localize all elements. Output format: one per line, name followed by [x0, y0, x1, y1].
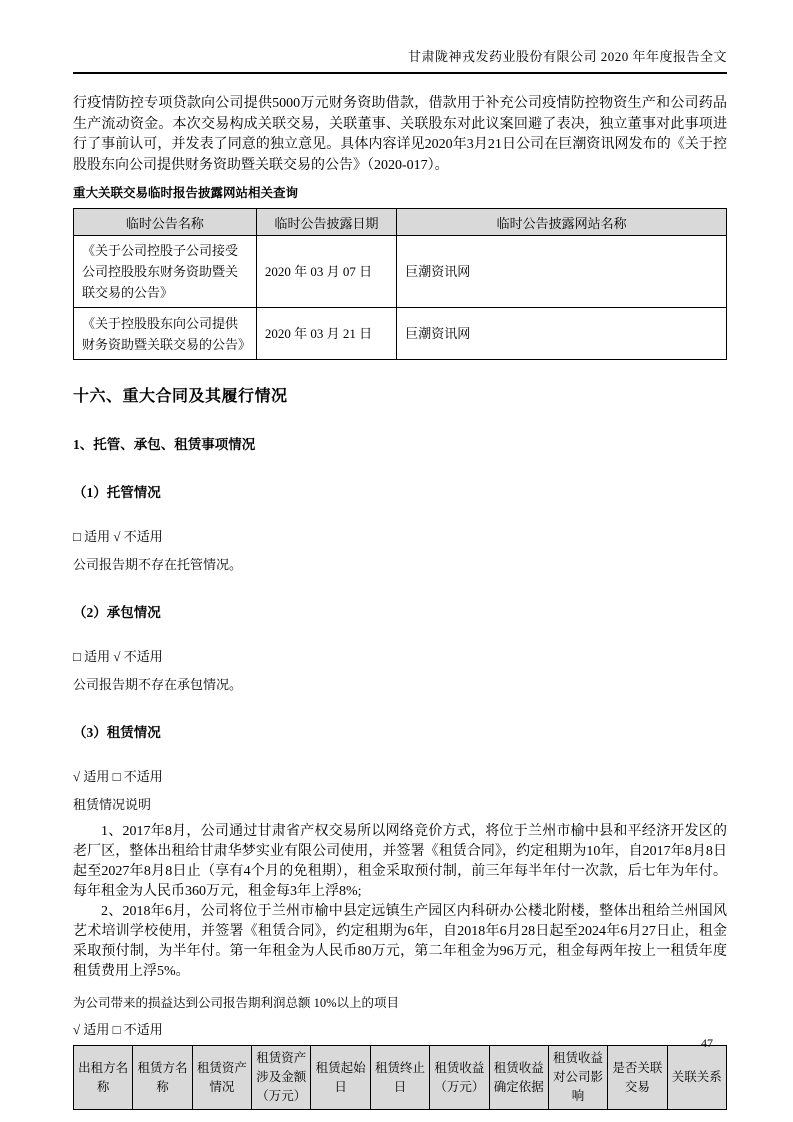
lease-paragraph-2: 2、2018年6月，公司将位于兰州市榆中县定远镇生产园区内科研办公楼北附楼，整体出租给兰州国风艺术培训学校使用，并签署《租赁合同》，约定租期为6年，自2018年6月28日起至2024年6月27日止，租金采取预付制，为半年付。第一年租金为人民币80万元，第二年租金为96万元，租金每两年按上一租赁年度租赁费用上浮5%。	[73, 904, 727, 979]
cell-disclosure-site: 巨潮资讯网	[397, 308, 727, 360]
header-cell-lessor-name: 出租方名称	[74, 1046, 133, 1110]
header-cell-lease-income: 租赁收益（万元）	[430, 1046, 489, 1110]
contracting-note: 公司报告期不存在承包情况。	[73, 677, 243, 692]
lease-paragraph-1: 1、2017年8月，公司通过甘肃省产权交易所以网络竞价方式，将位于兰州市榆中县和平经济开发区的老厂区，整体出租给甘肃华梦实业有限公司使用，并签署《租赁合同》，约定租期为10年，自2017年8月8日起至2027年8月8日止（享有4个月的免租期），租金采取预付制，前三年每半年付一次款，后七年为年付。每年租金为人民币360万元，租金每3年上浮8%;	[73, 824, 727, 899]
cell-disclosure-site: 巨潮资讯网	[397, 236, 727, 308]
table-row	[74, 236, 727, 308]
cell-announcement-name: 《关于控股股东向公司提供财务资助暨关联交易的公告》	[74, 308, 257, 360]
header-cell-income-impact: 租赁收益对公司影响	[548, 1046, 607, 1110]
intro-paragraph: 行疫情防控专项贷款向公司提供5000万元财务资助借款，借款用于补充公司疫情防控物资生产和公司药品生产流动资金。本次交易构成关联交易，关联董事、关联股东对此议案回避了表决，独立董事对此事项进行了事前认可，并发表了同意的独立意见。具体内容详见2020年3月21日公司在巨潮资讯网发布的《关于控股股东向公司提供财务资助暨关联交易的公告》（2020-017）。	[73, 96, 727, 173]
header-cell-announcement-name: 临时公告名称	[74, 209, 257, 236]
header-cell-asset-description: 租赁资产情况	[192, 1046, 251, 1110]
profit-threshold-label: 为公司带来的损益达到公司报告期利润总额 10%以上的项目	[73, 996, 400, 1010]
leasing-description	[73, 822, 727, 982]
disclosure-table-head	[74, 209, 727, 236]
table-header-row	[74, 1046, 727, 1110]
header-cell-relationship: 关联关系	[667, 1046, 726, 1110]
header-cell-end-date: 租赁终止日	[370, 1046, 429, 1110]
leasing-note-label: 租赁情况说明	[73, 797, 152, 812]
document-header-title: 甘肃陇神戎发药业股份有限公司 2020 年年度报告全文	[73, 46, 727, 74]
custody-applicability-line: □ 适用 √ 不适用	[73, 529, 163, 544]
cell-disclosure-date: 2020 年 03 月 07 日	[256, 236, 396, 308]
header-cell-disclosure-site: 临时公告披露网站名称	[397, 209, 727, 236]
custody-section-title: （1）托管情况	[73, 485, 161, 500]
header-cell-lessee-name: 租赁方名称	[133, 1046, 192, 1110]
leasing-section-title: （3）租赁情况	[73, 725, 161, 740]
cell-announcement-name: 《关于公司控股子公司接受公司控股股东财务资助暨关联交易的公告》	[74, 236, 257, 308]
page-number: 47	[701, 1036, 713, 1050]
contracting-section-title: （2）承包情况	[73, 605, 161, 620]
disclosure-table-body	[74, 236, 727, 360]
contracting-applicability-line: □ 适用 √ 不适用	[73, 649, 163, 664]
header-cell-income-basis: 租赁收益确定依据	[489, 1046, 548, 1110]
subsection-title: 1、托管、承包、租赁事项情况	[73, 437, 256, 452]
table-header-row	[74, 209, 727, 236]
header-cell-start-date: 租赁起始日	[311, 1046, 370, 1110]
header-cell-disclosure-date: 临时公告披露日期	[256, 209, 396, 236]
table-row	[74, 308, 727, 360]
lease-table-head	[74, 1046, 727, 1110]
cell-disclosure-date: 2020 年 03 月 21 日	[256, 308, 396, 360]
header-cell-related-transaction: 是否关联交易	[608, 1046, 667, 1110]
leasing-applicability-line: √ 适用 □ 不适用	[73, 769, 163, 784]
header-cell-asset-amount: 租赁资产涉及金额（万元）	[252, 1046, 311, 1110]
chapter-title: 十六、重大合同及其履行情况	[73, 388, 288, 405]
profit-applicability-line: √ 适用 □ 不适用	[73, 1022, 163, 1037]
lease-detail-table	[73, 1045, 727, 1110]
disclosure-table-caption: 重大关联交易临时报告披露网站相关查询	[73, 186, 299, 200]
custody-note: 公司报告期不存在托管情况。	[73, 557, 243, 572]
disclosure-table	[73, 208, 727, 360]
